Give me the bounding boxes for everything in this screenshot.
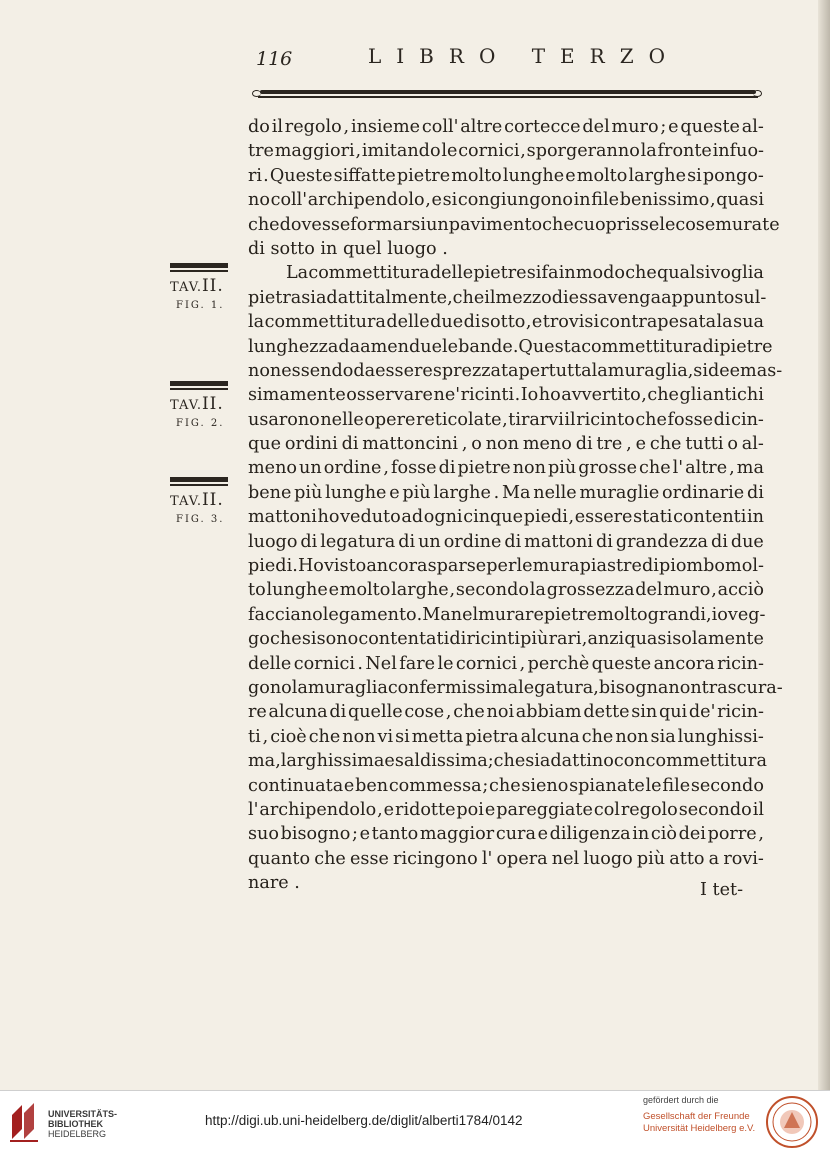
text-line: do il regolo , insieme coll' altre cortecce del muro ; e queste al- [248, 117, 764, 137]
text-line: mattoni ho veduto ad ogni cinque piedi , essere stati contenti in [248, 507, 764, 528]
text-line: to lunghe e molto larghe , secondo la grossezza del muro , acciò [248, 580, 764, 601]
rule-end-right [753, 90, 762, 97]
footer-bar [0, 1090, 830, 1152]
permalink-url[interactable]: http://digi.ub.uni-heidelberg.de/diglit/alberti1784/0142 [205, 1113, 523, 1128]
library-line-2: BIBLIOTHEK [48, 1119, 103, 1129]
society-name [643, 1111, 755, 1135]
library-line-1: UNIVERSITÄTS- [48, 1109, 118, 1119]
page-edge [818, 0, 830, 1090]
text-line: quanto che esse ricingono l' opera nel luogo più atto a rovi- [248, 848, 764, 869]
text-line: ma , larghissima e saldissima ; che si adattino con commettitura [248, 751, 767, 772]
margin-fig: FIG. 1. [176, 299, 225, 311]
library-name [48, 1109, 117, 1139]
text-line: simamente osservare ne' ricinti . Io ho avvertito , che gli antichi [248, 385, 764, 406]
page-header [250, 44, 770, 72]
margin-tav: TAV.II. [170, 393, 224, 414]
text-line: La commettitura delle pietre si fa in modo che qualsivoglia [286, 263, 764, 284]
margin-tav: TAV.II. [170, 275, 224, 296]
funded-by-label: gefördert durch die [643, 1095, 719, 1105]
society-line-2: Universität Heidelberg e.V. [643, 1123, 756, 1134]
text-line: l' archipendolo , e ridotte poi e pareggiate col regolo secondo il [248, 799, 764, 820]
text-line: facciano legamento . Ma nel murare pietre molto grandi , io veg- [248, 604, 766, 625]
text-line: tre maggiori , imitando le cornici , sporgeranno la fronte infuo- [248, 141, 764, 162]
text-line: ti , cioè che non vi si metta pietra alcuna che non sia lunghissi- [248, 726, 764, 747]
text-line: lunghezza da amendue le bande . Questa commettitura di pietre [248, 336, 773, 357]
margin-rule-thin [170, 388, 228, 390]
margin-fig: FIG. 2. [176, 417, 225, 429]
text-line: usarono nelle opere reticolate , tirarvi il ricinto che fosse di cin- [248, 409, 764, 430]
text-line: luogo di legatura di un ordine di mattoni di grandezza di due [248, 531, 764, 552]
library-line-3: HEIDELBERG [48, 1129, 107, 1139]
text-line: non essendo da essere sprezzata per tutta la muraglia , si dee mas- [248, 360, 783, 381]
library-logo-icon [8, 1099, 42, 1143]
text-line: di sotto in quel luogo . [248, 238, 448, 259]
margin-rule-thin [170, 484, 228, 486]
margin-note-fig-3 [170, 477, 234, 525]
margin-note-fig-2 [170, 381, 234, 429]
text-line: nare . [248, 873, 300, 894]
text-line: pietra si adatti talmente , che il mezzo di essa venga appunto sul- [248, 287, 767, 308]
text-line: que ordini di mattoncini , o non meno di tre , e che tutti o al- [248, 434, 764, 455]
margin-rule [170, 381, 228, 386]
text-line: che dovesse formarsi un pavimento che cuoprisse le cose murate [248, 214, 780, 235]
running-title: LIBRO TERZO [368, 44, 680, 68]
text-line: gono la muraglia con fermissima legatura , bisogna non trascura- [248, 677, 783, 698]
text-line: no coll' archipendolo , e si congiungono in file benissimo , quasi [248, 190, 764, 211]
margin-rule [170, 477, 228, 482]
text-line: bene più lunghe e più larghe . Ma nelle muraglie ordinarie di [248, 482, 764, 503]
text-line: suo bisogno ; e tanto maggior cura e diligenza in ciò dei porre , [248, 824, 764, 845]
margin-rule [170, 263, 228, 268]
rule-thin [258, 96, 758, 98]
text-line: continuata e ben commessa ; che sieno spianate le file secondo [248, 775, 764, 796]
text-line: re alcuna di quelle cose , che noi abbiam dette sin qui de' ricin- [248, 702, 764, 723]
text-line: meno un ordine , fosse di pietre non più grosse che l' altre , ma [248, 458, 764, 479]
university-seal-icon [765, 1095, 819, 1149]
rule-thick [260, 90, 756, 94]
page-number: 116 [256, 48, 293, 70]
margin-note-fig-1 [170, 263, 234, 311]
text-line: delle cornici . Nel fare le cornici , perchè queste ancora ricin- [248, 653, 764, 674]
body-text [248, 115, 783, 896]
text-line: go che si sono contentati di ricinti più rari , anzi quasi solamente [248, 629, 764, 650]
text-line: ri . Queste siffatte pietre molto lunghe e molto larghe si pongo- [248, 165, 764, 186]
margin-rule-thin [170, 270, 228, 272]
text-line: la commettitura delle due di sotto , e trovisi contrapesata la sua [248, 312, 764, 333]
catchword: I tet- [700, 880, 744, 900]
margin-tav: TAV.II. [170, 489, 224, 510]
society-line-1: Gesellschaft der Freunde [643, 1111, 750, 1122]
margin-fig: FIG. 3. [176, 513, 225, 525]
text-line: piedi . Ho visto ancora sparse per le mura piastre di piombo mol- [248, 556, 764, 577]
header-rule [252, 88, 762, 100]
